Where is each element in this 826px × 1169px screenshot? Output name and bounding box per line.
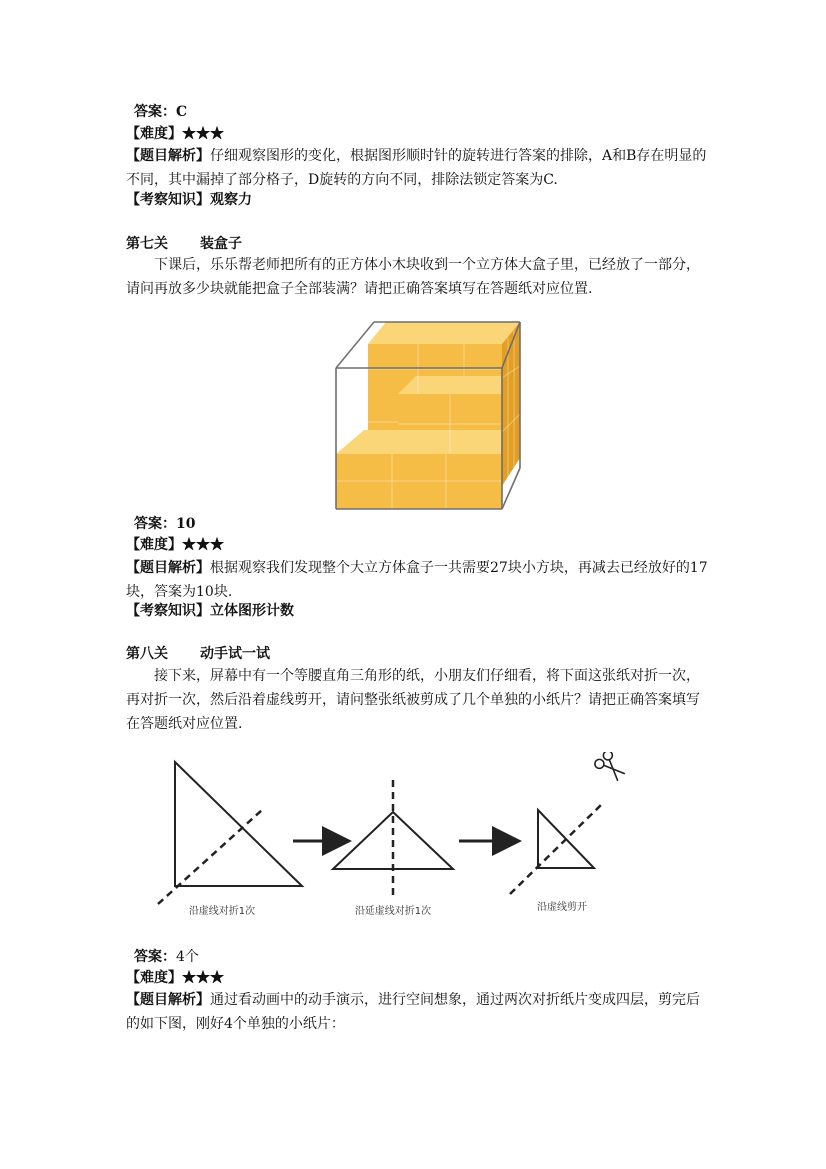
analysis-7: [126, 556, 711, 604]
level8-heading: [126, 643, 270, 663]
cube-stack: [336, 322, 520, 509]
analysis-text: 仔细观察图形的变化，根据图形顺时针的旋转进行答案的排除，A和B存在明显的不同，其中漏掉了部分格子，D旋转的方向不同，排除法锁定答案为C.: [126, 148, 707, 188]
folding-steps-figure: [150, 752, 650, 922]
difficulty-stars: ★★★: [182, 537, 224, 553]
difficulty-stars: ★★★: [182, 970, 224, 986]
answer-value: 4个: [176, 949, 199, 965]
knowledge-line-7: [126, 600, 294, 622]
knowledge-text: 立体图形计数: [210, 603, 294, 619]
level8-title: 动手试一试: [200, 646, 270, 662]
analysis-label: 【题目解析】: [126, 992, 210, 1008]
step1-label: 沿虚线对折1次: [188, 906, 256, 917]
analysis-label: 【题目解析】: [126, 148, 210, 164]
knowledge-line-prev: [126, 189, 252, 211]
analysis-text: 根据观察我们发现整个大立方体盒子一共需要27块小方块，再减去已经放好的17块，答案为10块.: [126, 560, 708, 600]
answer-line-7: [134, 513, 195, 535]
level7-number: 第七关: [126, 236, 168, 252]
difficulty-stars: ★★★: [182, 126, 224, 142]
level8-question: 接下来，屏幕中有一个等腰直角三角形的纸，小朋友们仔细看，将下面这张纸对折一次，再对折一次，然后沿着虚线剪开，请问整张纸被剪成了几个单独的小纸片？请把正确答案填写在答题纸对应位置.: [126, 668, 700, 732]
difficulty-label: 【难度】: [126, 126, 182, 142]
level7-question: 下课后，乐乐帮老师把所有的正方体小木块收到一个立方体大盒子里，已经放了一部分，请问再放多少块就能把盒子全部装满？请把正确答案填写在答题纸对应位置.: [126, 257, 700, 297]
answer-line-prev: [134, 101, 187, 123]
knowledge-label: 【考察知识】: [126, 603, 210, 619]
difficulty-line-7: [126, 534, 224, 556]
level8-number: 第八关: [126, 646, 168, 662]
answer-value: 10: [176, 516, 196, 532]
level7-heading: [126, 233, 242, 253]
knowledge-label: 【考察知识】: [126, 192, 210, 208]
analysis-8: [126, 988, 711, 1036]
cube-box-figure: [334, 318, 524, 512]
answer-label: 答案：: [134, 949, 176, 965]
answer-label: 答案：: [134, 516, 176, 532]
difficulty-label: 【难度】: [126, 970, 182, 986]
difficulty-line-prev: [126, 123, 224, 145]
step2-label: 沿延虚线对折1次: [354, 906, 432, 917]
analysis-text: 通过看动画中的动手演示，进行空间想象，通过两次对折纸片变成四层，剪完后的如下图，刚好4个单独的小纸片：: [126, 992, 700, 1032]
level7-title: 装盒子: [200, 236, 242, 252]
knowledge-text: 观察力: [210, 192, 252, 208]
answer-value: C: [176, 104, 188, 120]
analysis-prev: [126, 144, 711, 192]
answer-label: 答案：: [134, 104, 176, 120]
step2-triangle: [333, 780, 453, 898]
step3-triangle: [510, 804, 602, 894]
difficulty-line-8: [126, 967, 224, 989]
step1-triangle: [158, 762, 302, 904]
answer-line-8: [134, 946, 199, 968]
difficulty-label: 【难度】: [126, 537, 182, 553]
scissors-icon: [593, 752, 629, 785]
step3-label: 沿虚线剪开: [537, 902, 587, 913]
analysis-label: 【题目解析】: [126, 560, 210, 576]
